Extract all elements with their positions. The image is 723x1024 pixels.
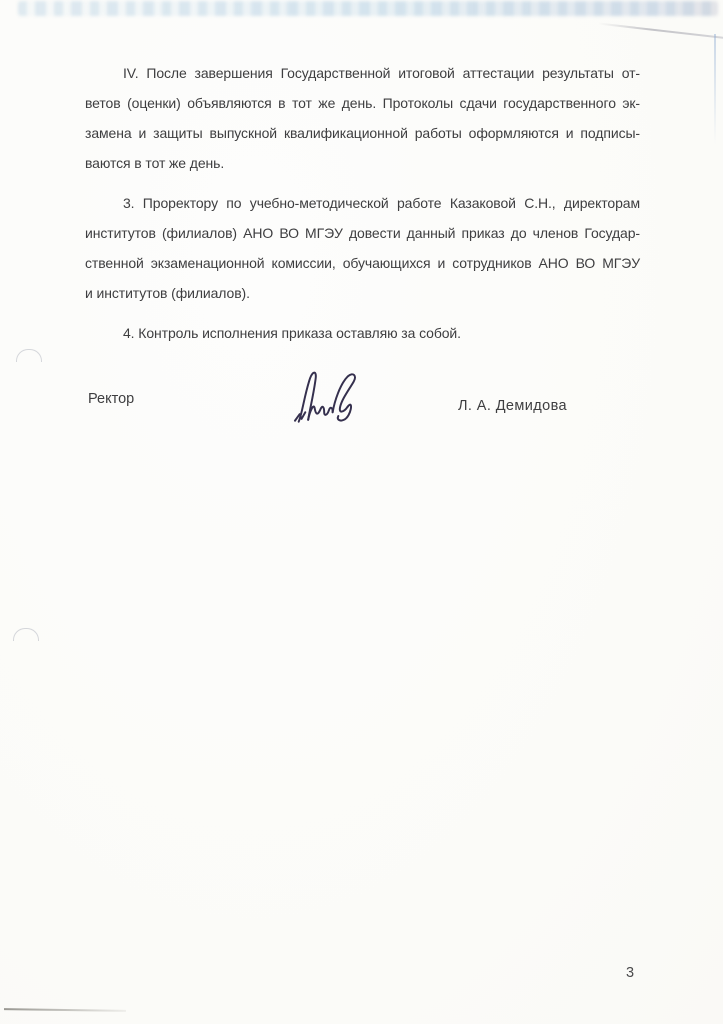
page-edge-line-bottom [4,1008,126,1012]
paragraph [85,318,640,348]
paragraph-line: ственной экзаменационной комиссии, обучающихся и сотрудников АНО ВО МГЭУ [85,255,640,271]
signature-icon [288,367,366,433]
hole-punch-mark [16,349,42,362]
signatory-name-label: Л. А. Демидова [458,398,567,414]
paragraph-line: 4. Контроль исполнения приказа оставляю за собой. [123,325,461,341]
paragraph-line: IV. После завершения Государственной итоговой аттестации результаты от- [123,65,640,81]
ink-bleed-through-artifact [18,1,718,16]
paragraph [85,188,640,308]
page-edge-line-right [714,34,716,144]
signatory-role-label: Ректор [88,391,135,407]
page-number: 3 [626,965,635,981]
paragraph-line: ваются в тот же день. [85,155,225,171]
paragraph-line: замена и защиты выпускной квалификационной работы оформляются и подписы- [85,125,640,141]
hole-punch-mark [13,628,39,641]
page-edge-line-top [598,23,723,40]
paragraph-line: 3. Проректору по учебно-методической работе Казаковой С.Н., директорам [123,195,640,211]
document-body [85,58,640,358]
paragraph-line: и институтов (филиалов). [85,285,250,301]
paragraph-line: институтов (филиалов) АНО ВО МГЭУ довести данный приказ до членов Государ- [85,225,640,241]
signature-block [85,383,640,458]
paragraph [85,58,640,178]
paragraph-line: ветов (оценки) объявляются в тот же день. Протоколы сдачи государственного эк- [85,95,640,111]
handwritten-signature [288,367,366,437]
